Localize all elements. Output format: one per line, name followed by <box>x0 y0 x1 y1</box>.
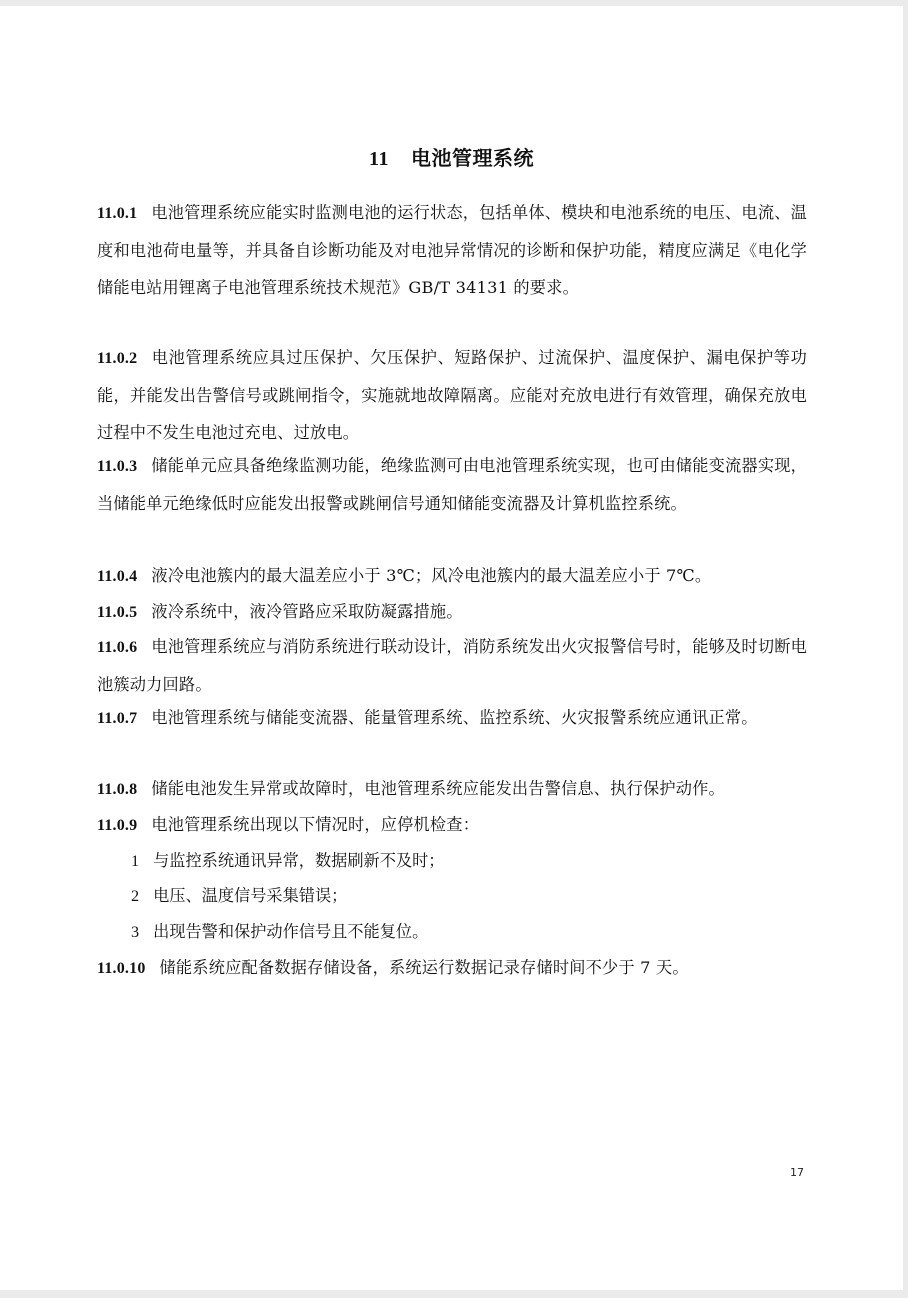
list-item-text: 电压、温度信号采集错误； <box>153 886 348 905</box>
page-number: 17 <box>790 1166 804 1179</box>
clause-11-0-4 <box>97 557 807 595</box>
clause-text: 储能电池发生异常或故障时，电池管理系统应能发出告警信息、执行保护动作。 <box>151 779 725 798</box>
clause-11-0-7 <box>97 699 807 737</box>
clause-number: 11.0.8 <box>97 781 138 798</box>
chapter-title <box>0 142 903 171</box>
clause-11-0-3 <box>97 447 807 522</box>
clause-11-0-8 <box>97 770 807 808</box>
list-item-text: 出现告警和保护动作信号且不能复位。 <box>153 922 429 941</box>
list-item <box>131 877 347 915</box>
clause-number: 11.0.3 <box>97 458 138 475</box>
list-item-text: 与监控系统通讯异常，数据刷新不及时； <box>153 851 445 870</box>
clause-text: 储能单元应具备绝缘监测功能，绝缘监测可由电池管理系统实现，也可由储能变流器实现，当储能单元绝缘低时应能发出报警或跳闸信号通知储能变流器及计算机监控系统。 <box>97 456 807 513</box>
clause-11-0-2 <box>97 339 807 451</box>
clause-number: 11.0.9 <box>97 817 138 834</box>
chapter-title-text: 电池管理系统 <box>410 146 534 170</box>
clause-text: 电池管理系统应具过压保护、欠压保护、短路保护、过流保护、温度保护、漏电保护等功能，并能发出告警信号或跳闸指令，实施就地故障隔离。应能对充放电进行有效管理，确保充放电过程中不发生电池过充电、过放电。 <box>97 348 807 442</box>
clause-number: 11.0.5 <box>97 604 138 621</box>
list-item-number: 1 <box>131 852 140 870</box>
clause-text: 液冷电池簇内的最大温差应小于 3℃；风冷电池簇内的最大温差应小于 7℃。 <box>151 566 712 585</box>
clause-text: 电池管理系统出现以下情况时，应停机检查： <box>151 815 480 834</box>
clause-text: 电池管理系统与储能变流器、能量管理系统、监控系统、火灾报警系统应通讯正常。 <box>151 708 758 727</box>
clause-11-0-6 <box>97 628 807 703</box>
clause-text: 液冷系统中，液冷管路应采取防凝露措施。 <box>151 602 463 621</box>
list-item <box>131 842 444 880</box>
chapter-number: 11 <box>369 148 389 170</box>
clause-11-0-10 <box>97 949 807 987</box>
clause-number: 11.0.2 <box>97 350 138 367</box>
document-page <box>0 6 903 1290</box>
clause-text: 电池管理系统应能实时监测电池的运行状态，包括单体、模块和电池系统的电压、电流、温度和电池荷电量等，并具备自诊断功能及对电池异常情况的诊断和保护功能，精度应满足《电化学储能电站用锂离子电池管理系统技术规范》GB/T 34131 的要求。 <box>97 203 807 297</box>
clause-text: 电池管理系统应与消防系统进行联动设计，消防系统发出火灾报警信号时，能够及时切断电池簇动力回路。 <box>97 637 807 694</box>
clause-11-0-5 <box>97 593 807 631</box>
clause-number: 11.0.7 <box>97 710 138 727</box>
clause-number: 11.0.6 <box>97 639 138 656</box>
clause-number: 11.0.1 <box>97 205 138 222</box>
list-item-number: 2 <box>131 887 140 905</box>
clause-number: 11.0.4 <box>97 568 138 585</box>
clause-number: 11.0.10 <box>97 960 146 977</box>
list-item-number: 3 <box>131 923 140 941</box>
clause-text: 储能系统应配备数据存储设备，系统运行数据记录存储时间不少于 7 天。 <box>159 958 689 977</box>
clause-11-0-9 <box>97 806 807 844</box>
list-item <box>131 913 428 951</box>
clause-11-0-1 <box>97 194 807 306</box>
